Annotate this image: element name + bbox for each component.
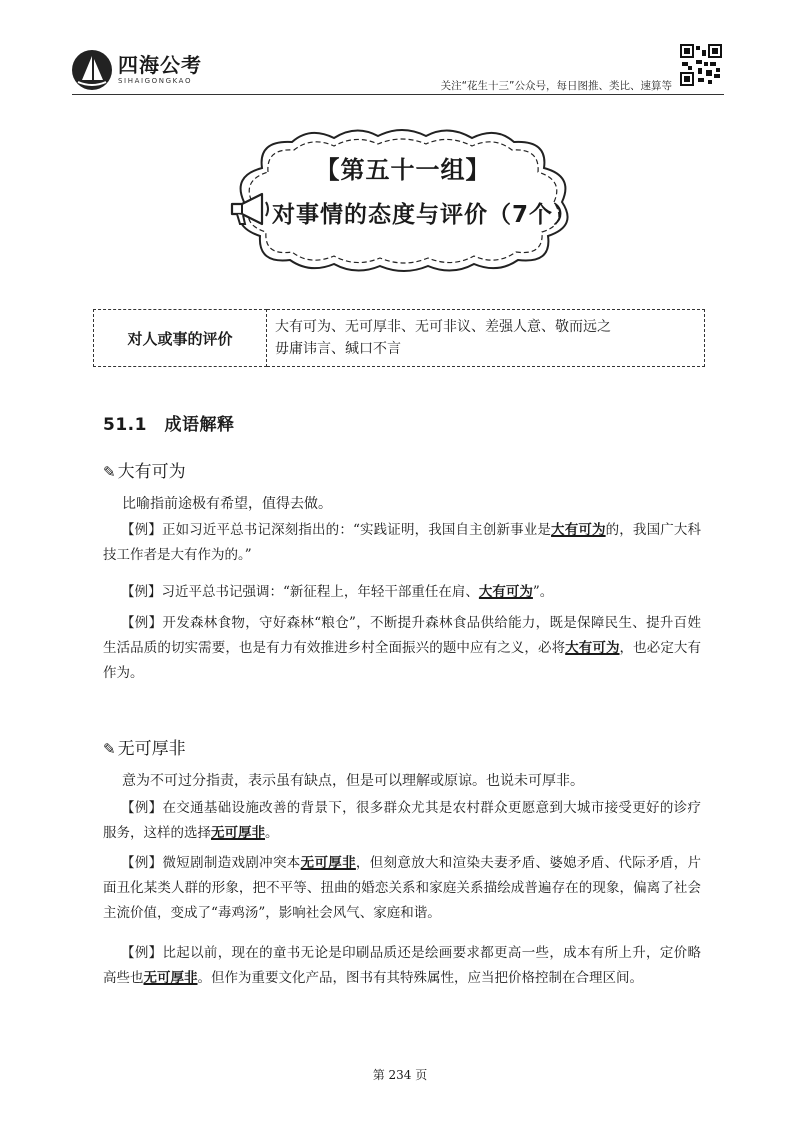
header-divider (72, 94, 724, 95)
category-table (93, 309, 705, 367)
brand-subtitle: SIHAIGONGKAO (118, 77, 193, 85)
example-label: 【例】 (121, 522, 162, 538)
example-paragraph (103, 518, 701, 568)
header-note: 关注“花生十三”公众号，每日图推、类比、速算等 (440, 80, 672, 92)
example-label: 【例】 (121, 615, 163, 631)
idiom-title: 无可厚非 (117, 739, 186, 759)
example-text: 的，我国广大科技工作者是大有作为的。” (103, 522, 702, 563)
example-paragraph (103, 941, 701, 991)
example-label: 【例】 (121, 855, 163, 871)
example-label: 【例】 (121, 945, 163, 961)
pencil-icon: ✎ (103, 740, 116, 758)
section-title: 51.1 成语解释 (103, 415, 235, 435)
example-text: 比起以前，现在的童书无论是印刷品质还是绘画要求都更高一些，成本有所上升，定价略高些也 (103, 945, 702, 986)
idiom-title: 大有可为 (117, 462, 186, 482)
brand-name: 四海公考 (118, 53, 202, 77)
example-label: 【例】 (121, 584, 162, 600)
sailboat-icon (72, 50, 112, 90)
category-line: 毋庸讳言、缄口不言 (275, 341, 401, 357)
example-text: 。 (265, 825, 279, 841)
example-keyword: 无可厚非 (300, 855, 356, 871)
example-keyword: 大有可为 (551, 522, 606, 538)
example-text: 。但作为重要文化产品，图书有其特殊属性，应当把价格控制在合理区间。 (197, 970, 643, 986)
example-text: 开发森林食物，守好森林“粮仓”，不断提升森林食品供给能力，既是保障民生、提升百姓生活品质的切实需要，也是有力有效推进乡村全面振兴的题中应有之义，必将 (103, 615, 701, 656)
group-title: 【第五十一组】 (315, 156, 491, 184)
brand-logo (72, 50, 202, 90)
idiom-definition: 比喻指前途极有希望，值得去做。 (122, 496, 332, 512)
page-number: 第 234 页 (372, 1068, 428, 1082)
example-paragraph (103, 611, 701, 686)
table-row (94, 310, 705, 367)
example-paragraph (103, 796, 701, 846)
example-text: ，但刻意放大和渲染夫妻矛盾、婆媳矛盾、代际矛盾，片面丑化某类人群的形象，把不平等、扭曲的婚恋关系和家庭关系描绘成普遍存在的现象，偏离了社会主流价值，变成了“毒鸡汤”，影响社会风气、家庭和谐。 (103, 855, 702, 921)
page-title: 对事情的态度与评价（7个） (272, 202, 578, 228)
example-text: ，也必定大有作为。 (103, 640, 702, 681)
title-banner (222, 128, 584, 274)
idiom-heading (103, 457, 186, 482)
megaphone-icon (228, 190, 272, 230)
example-label: 【例】 (121, 800, 163, 816)
example-text: 微短剧制造戏剧冲突本 (162, 855, 301, 871)
example-text: 正如习近平总书记深刻指出的：“实践证明，我国自主创新事业是 (161, 522, 552, 538)
idiom-heading (103, 734, 186, 759)
example-text: 习近平总书记强调：“新征程上，年轻干部重任在肩、 (161, 584, 479, 600)
example-keyword: 无可厚非 (143, 970, 198, 986)
qr-code-icon (680, 44, 722, 86)
idiom-definition: 意为不可过分指责，表示虽有缺点，但是可以理解或原谅。也说未可厚非。 (122, 773, 584, 789)
example-paragraph (103, 580, 701, 605)
example-text: ”。 (532, 584, 554, 600)
category-line: 大有可为、无可厚非、无可非议、差强人意、敬而远之 (275, 319, 611, 335)
example-keyword: 大有可为 (565, 640, 620, 656)
example-keyword: 无可厚非 (211, 825, 265, 841)
example-keyword: 大有可为 (478, 584, 533, 600)
category-idioms (267, 310, 705, 367)
page-header (0, 0, 800, 100)
pencil-icon: ✎ (103, 463, 116, 481)
example-paragraph (103, 851, 701, 926)
category-heading: 对人或事的评价 (94, 310, 267, 367)
example-text: 在交通基础设施改善的背景下，很多群众尤其是农村群众更愿意到大城市接受更好的诊疗服务，这样的选择 (103, 800, 702, 841)
